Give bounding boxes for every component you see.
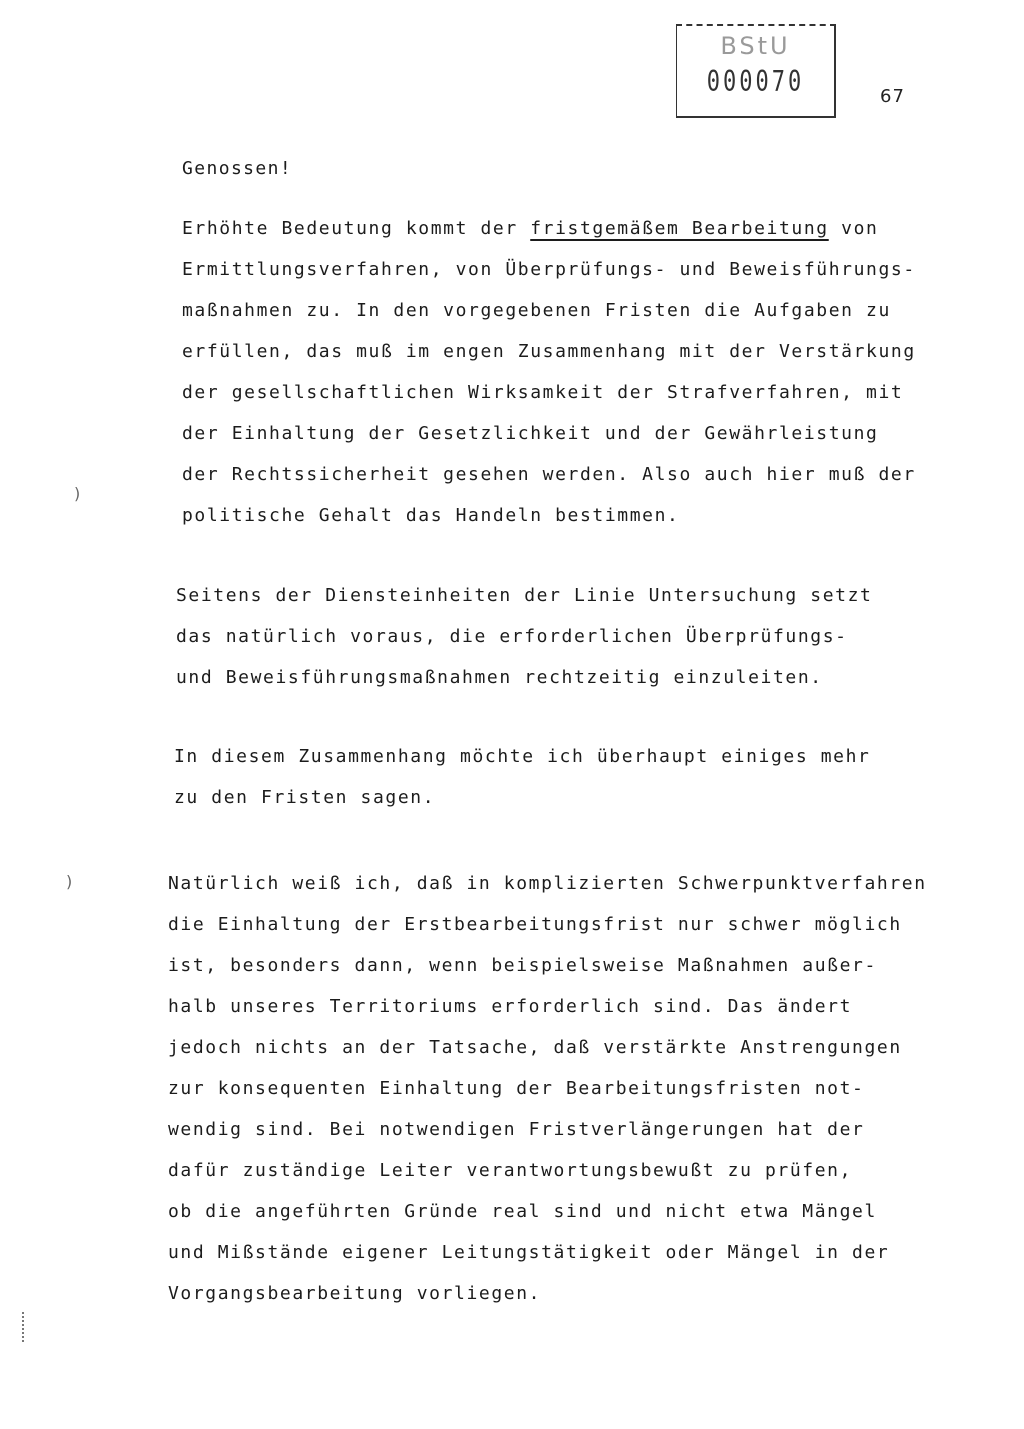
paragraph-line: der Einhaltung der Gesetzlichkeit und der Gewährleistung bbox=[182, 423, 879, 444]
paragraph-4 bbox=[168, 863, 927, 1314]
paragraph-1 bbox=[182, 208, 916, 536]
paragraph-line: In diesem Zusammenhang möchte ich überhaupt einiges mehr bbox=[174, 746, 871, 767]
paragraph-line: Natürlich weiß ich, daß in komplizierten Schwerpunktverfahren bbox=[168, 873, 927, 894]
paragraph-line: erfüllen, das muß im engen Zusammenhang mit der Verstärkung bbox=[182, 341, 916, 362]
paragraph-line: der Rechtssicherheit gesehen werden. Also auch hier muß der bbox=[182, 464, 916, 485]
underlined-phrase: fristgemäßem Bearbeitung bbox=[530, 218, 829, 239]
stamp-agency-label: BStU bbox=[720, 32, 791, 60]
paragraph-line: und Beweisführungsmaßnahmen rechtzeitig einzuleiten. bbox=[176, 667, 823, 688]
paragraph-line: dafür zuständige Leiter verantwortungsbewußt zu prüfen, bbox=[168, 1160, 853, 1181]
paragraph-3 bbox=[174, 736, 870, 818]
line-text: von bbox=[828, 218, 879, 239]
paragraph-line: Vorgangsbearbeitung vorliegen. bbox=[168, 1283, 542, 1304]
paragraph-line: das natürlich voraus, die erforderlichen Überprüfungs- bbox=[176, 626, 848, 647]
paragraph-2 bbox=[176, 575, 872, 698]
paragraph-line: maßnahmen zu. In den vorgegebenen Fristen die Aufgaben zu bbox=[182, 300, 891, 321]
paragraph-line: ist, besonders dann, wenn beispielsweise Maßnahmen außer- bbox=[168, 955, 877, 976]
margin-scan-mark: ) bbox=[66, 872, 73, 891]
paragraph-line: zur konsequenten Einhaltung der Bearbeitungsfristen not- bbox=[168, 1078, 865, 1099]
page-number: 67 bbox=[880, 86, 905, 107]
paragraph-line: Ermittlungsverfahren, von Überprüfungs- und Beweisführungs- bbox=[182, 259, 916, 280]
paragraph-line: halb unseres Territoriums erforderlich sind. Das ändert bbox=[168, 996, 853, 1017]
paragraph-line: die Einhaltung der Erstbearbeitungsfrist nur schwer möglich bbox=[168, 914, 902, 935]
paragraph-line: zu den Fristen sagen. bbox=[174, 787, 436, 808]
margin-scan-mark: ) bbox=[74, 484, 81, 503]
paragraph-line bbox=[182, 208, 916, 249]
line-text: Erhöhte Bedeutung kommt der bbox=[182, 218, 531, 239]
stamp-archive-number: 000070 bbox=[706, 66, 805, 99]
margin-scan-mark bbox=[22, 1312, 27, 1342]
salutation: Genossen! bbox=[182, 158, 293, 179]
paragraph-line: ob die angeführten Gründe real sind und nicht etwa Mängel bbox=[168, 1201, 877, 1222]
archive-stamp bbox=[676, 24, 836, 118]
paragraph-line: jedoch nichts an der Tatsache, daß verstärkte Anstrengungen bbox=[168, 1037, 902, 1058]
paragraph-line: Seitens der Diensteinheiten der Linie Untersuchung setzt bbox=[176, 585, 873, 606]
paragraph-line: und Mißstände eigener Leitungstätigkeit oder Mängel in der bbox=[168, 1242, 890, 1263]
paragraph-line: der gesellschaftlichen Wirksamkeit der Strafverfahren, mit bbox=[182, 382, 904, 403]
paragraph-line: politische Gehalt das Handeln bestimmen. bbox=[182, 505, 680, 526]
paragraph-line: wendig sind. Bei notwendigen Fristverlängerungen hat der bbox=[168, 1119, 865, 1140]
